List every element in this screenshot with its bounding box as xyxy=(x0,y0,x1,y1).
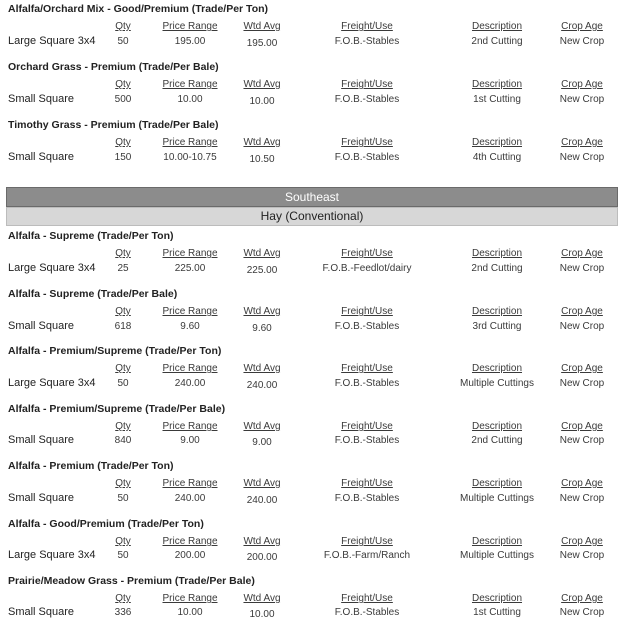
section-title: Orchard Grass - Premium (Trade/Per Bale) xyxy=(8,61,219,73)
header-wtd-avg: Wtd Avg xyxy=(243,593,281,604)
section-title: Alfalfa/Orchard Mix - Good/Premium (Trade/Per Ton) xyxy=(8,3,269,15)
item-label: Small Square xyxy=(8,434,75,446)
header-description: Description xyxy=(471,248,523,259)
header-description: Description xyxy=(471,137,523,148)
item-label: Large Square 3x4 xyxy=(8,35,96,47)
wtd-avg-value: 10.50 xyxy=(249,154,275,165)
header-price-range: Price Range xyxy=(162,421,218,432)
header-qty: Qty xyxy=(115,593,131,604)
crop-age-value: New Crop xyxy=(559,152,605,163)
header-price-range: Price Range xyxy=(162,306,218,317)
header-qty: Qty xyxy=(115,363,131,374)
crop-age-value: New Crop xyxy=(559,493,605,504)
crop-age-value: New Crop xyxy=(559,378,605,389)
header-qty: Qty xyxy=(115,248,131,259)
crop-age-value: New Crop xyxy=(559,263,605,274)
header-description: Description xyxy=(471,363,523,374)
item-label: Large Square 3x4 xyxy=(8,549,96,561)
freight-value: F.O.B.-Stables xyxy=(334,321,400,332)
description-value: Multiple Cuttings xyxy=(460,493,534,504)
header-freight: Freight/Use xyxy=(341,21,393,32)
header-wtd-avg: Wtd Avg xyxy=(243,478,281,489)
header-description: Description xyxy=(471,593,523,604)
section-title: Timothy Grass - Premium (Trade/Per Bale) xyxy=(8,119,219,131)
header-freight: Freight/Use xyxy=(341,137,393,148)
qty-value: 618 xyxy=(114,321,132,332)
qty-value: 336 xyxy=(114,607,132,618)
qty-value: 50 xyxy=(117,550,129,561)
header-freight: Freight/Use xyxy=(341,306,393,317)
header-crop-age: Crop Age xyxy=(561,248,603,259)
freight-value: F.O.B.-Stables xyxy=(334,607,400,618)
description-value: Multiple Cuttings xyxy=(460,550,534,561)
crop-age-value: New Crop xyxy=(559,607,605,618)
description-value: 2nd Cutting xyxy=(471,435,523,446)
header-freight: Freight/Use xyxy=(341,478,393,489)
header-price-range: Price Range xyxy=(162,478,218,489)
crop-age-value: New Crop xyxy=(559,321,605,332)
price-range-value: 9.60 xyxy=(180,321,200,332)
header-description: Description xyxy=(471,536,523,547)
header-crop-age: Crop Age xyxy=(561,79,603,90)
qty-value: 150 xyxy=(114,152,132,163)
freight-value: F.O.B.-Stables xyxy=(334,435,400,446)
header-price-range: Price Range xyxy=(162,593,218,604)
description-value: 4th Cutting xyxy=(472,152,522,163)
header-crop-age: Crop Age xyxy=(561,137,603,148)
crop-age-value: New Crop xyxy=(559,94,605,105)
qty-value: 50 xyxy=(117,493,129,504)
section-title: Prairie/Meadow Grass - Premium (Trade/Per Bale) xyxy=(8,575,255,587)
qty-value: 500 xyxy=(114,94,132,105)
header-crop-age: Crop Age xyxy=(561,21,603,32)
crop-age-value: New Crop xyxy=(559,36,605,47)
header-description: Description xyxy=(471,421,523,432)
wtd-avg-value: 225.00 xyxy=(246,265,278,276)
qty-value: 840 xyxy=(114,435,132,446)
header-price-range: Price Range xyxy=(162,363,218,374)
freight-value: F.O.B.-Stables xyxy=(334,152,400,163)
price-range-value: 240.00 xyxy=(174,378,206,389)
header-crop-age: Crop Age xyxy=(561,478,603,489)
header-price-range: Price Range xyxy=(162,137,218,148)
header-freight: Freight/Use xyxy=(341,536,393,547)
header-qty: Qty xyxy=(115,21,131,32)
header-freight: Freight/Use xyxy=(341,363,393,374)
header-freight: Freight/Use xyxy=(341,248,393,259)
item-label: Large Square 3x4 xyxy=(8,262,96,274)
header-wtd-avg: Wtd Avg xyxy=(243,79,281,90)
section-title: Alfalfa - Good/Premium (Trade/Per Ton) xyxy=(8,518,204,530)
price-range-value: 225.00 xyxy=(174,263,206,274)
description-value: 2nd Cutting xyxy=(471,36,523,47)
price-range-value: 240.00 xyxy=(174,493,206,504)
header-price-range: Price Range xyxy=(162,536,218,547)
freight-value: F.O.B.-Stables xyxy=(334,378,400,389)
header-wtd-avg: Wtd Avg xyxy=(243,421,281,432)
section-title: Alfalfa - Premium (Trade/Per Ton) xyxy=(8,460,174,472)
wtd-avg-value: 10.00 xyxy=(249,609,275,620)
section-title: Alfalfa - Supreme (Trade/Per Ton) xyxy=(8,230,174,242)
description-value: Multiple Cuttings xyxy=(460,378,534,389)
item-label: Small Square xyxy=(8,151,75,163)
header-wtd-avg: Wtd Avg xyxy=(243,306,281,317)
price-range-value: 200.00 xyxy=(174,550,206,561)
section-title: Alfalfa - Premium/Supreme (Trade/Per Ton) xyxy=(8,345,222,357)
item-label: Small Square xyxy=(8,492,75,504)
header-wtd-avg: Wtd Avg xyxy=(243,536,281,547)
wtd-avg-value: 9.00 xyxy=(252,437,272,448)
wtd-avg-value: 200.00 xyxy=(246,552,278,563)
section-title: Alfalfa - Premium/Supreme (Trade/Per Bale) xyxy=(8,403,226,415)
freight-value: F.O.B.-Stables xyxy=(334,94,400,105)
wtd-avg-value: 240.00 xyxy=(246,380,278,391)
qty-value: 25 xyxy=(117,263,129,274)
category-header-bar: Hay (Conventional) xyxy=(6,207,618,226)
item-label: Small Square xyxy=(8,93,75,105)
wtd-avg-value: 240.00 xyxy=(246,495,278,506)
header-price-range: Price Range xyxy=(162,79,218,90)
header-crop-age: Crop Age xyxy=(561,306,603,317)
description-value: 1st Cutting xyxy=(473,607,521,618)
header-qty: Qty xyxy=(115,79,131,90)
price-range-value: 10.00-10.75 xyxy=(163,152,217,163)
price-range-value: 10.00 xyxy=(177,94,203,105)
header-qty: Qty xyxy=(115,306,131,317)
header-description: Description xyxy=(471,21,523,32)
freight-value: F.O.B.-Feedlot/dairy xyxy=(322,263,412,274)
header-description: Description xyxy=(471,478,523,489)
header-qty: Qty xyxy=(115,478,131,489)
header-qty: Qty xyxy=(115,536,131,547)
header-crop-age: Crop Age xyxy=(561,363,603,374)
freight-value: F.O.B.-Stables xyxy=(334,36,400,47)
description-value: 3rd Cutting xyxy=(472,321,522,332)
item-label: Small Square xyxy=(8,606,75,618)
price-range-value: 10.00 xyxy=(177,607,203,618)
header-wtd-avg: Wtd Avg xyxy=(243,21,281,32)
wtd-avg-value: 9.60 xyxy=(252,323,272,334)
header-description: Description xyxy=(471,306,523,317)
header-freight: Freight/Use xyxy=(341,593,393,604)
header-wtd-avg: Wtd Avg xyxy=(243,248,281,259)
item-label: Large Square 3x4 xyxy=(8,377,96,389)
header-crop-age: Crop Age xyxy=(561,536,603,547)
price-range-value: 9.00 xyxy=(180,435,200,446)
header-description: Description xyxy=(471,79,523,90)
header-freight: Freight/Use xyxy=(341,421,393,432)
header-crop-age: Crop Age xyxy=(561,421,603,432)
crop-age-value: New Crop xyxy=(559,435,605,446)
header-qty: Qty xyxy=(115,421,131,432)
freight-value: F.O.B.-Stables xyxy=(334,493,400,504)
region-header-bar: Southeast xyxy=(6,187,618,207)
wtd-avg-value: 195.00 xyxy=(246,38,278,49)
item-label: Small Square xyxy=(8,320,75,332)
header-wtd-avg: Wtd Avg xyxy=(243,137,281,148)
price-range-value: 195.00 xyxy=(174,36,206,47)
header-qty: Qty xyxy=(115,137,131,148)
header-price-range: Price Range xyxy=(162,21,218,32)
freight-value: F.O.B.-Farm/Ranch xyxy=(323,550,411,561)
description-value: 1st Cutting xyxy=(473,94,521,105)
wtd-avg-value: 10.00 xyxy=(249,96,275,107)
header-price-range: Price Range xyxy=(162,248,218,259)
header-wtd-avg: Wtd Avg xyxy=(243,363,281,374)
description-value: 2nd Cutting xyxy=(471,263,523,274)
qty-value: 50 xyxy=(117,36,129,47)
crop-age-value: New Crop xyxy=(559,550,605,561)
header-freight: Freight/Use xyxy=(341,79,393,90)
section-title: Alfalfa - Supreme (Trade/Per Bale) xyxy=(8,288,178,300)
qty-value: 50 xyxy=(117,378,129,389)
header-crop-age: Crop Age xyxy=(561,593,603,604)
